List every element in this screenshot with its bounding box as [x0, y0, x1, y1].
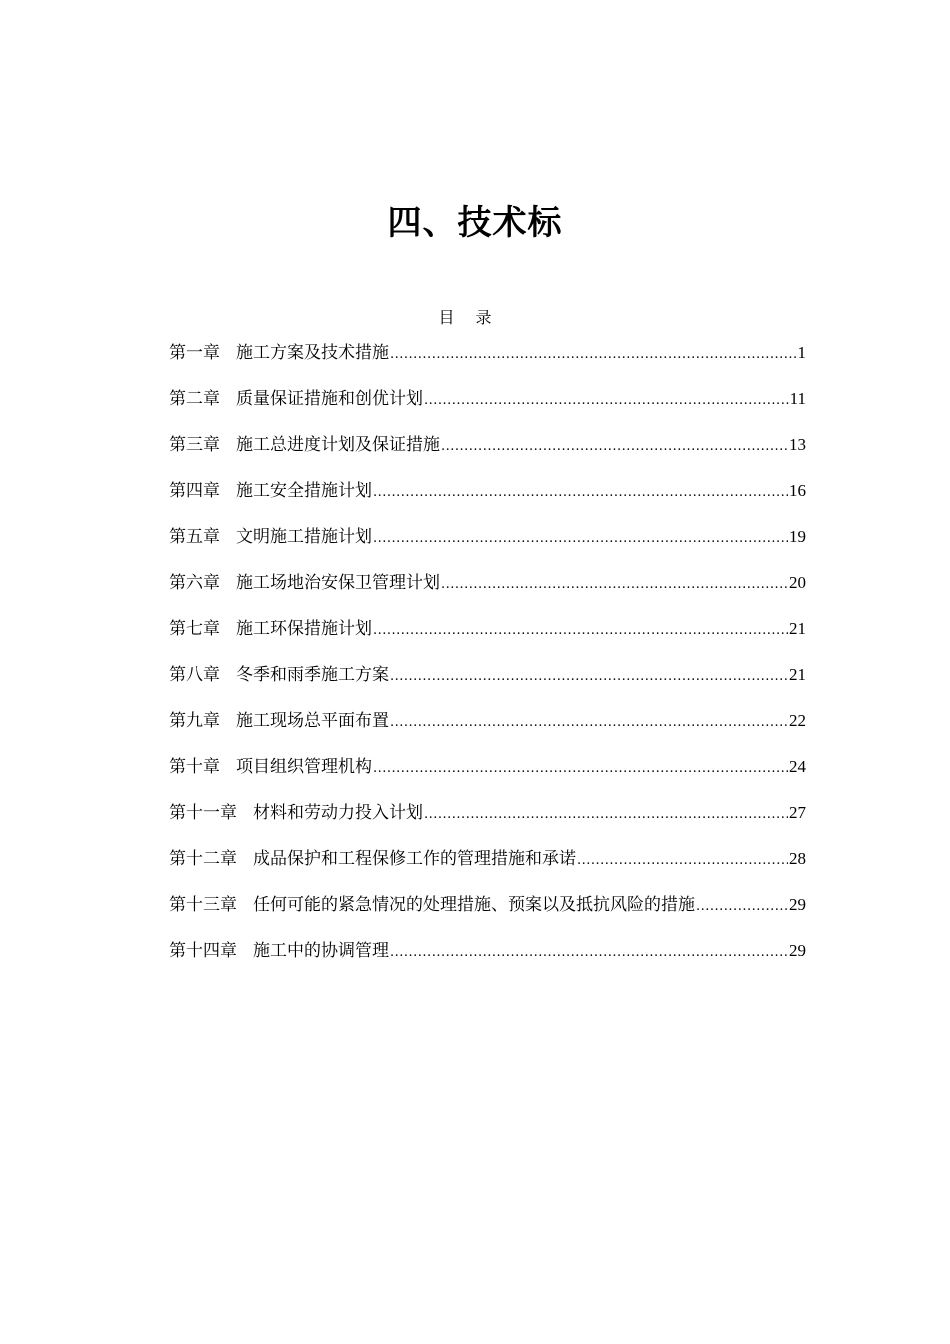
toc-page-number: 29 — [789, 895, 806, 914]
toc-entry[interactable] — [169, 568, 806, 614]
toc-dot-leader — [390, 708, 788, 738]
toc-dot-leader — [390, 662, 788, 692]
toc-chapter-title: 成品保护和工程保修工作的管理措施和承诺 — [253, 849, 576, 869]
toc-page-number: 27 — [789, 803, 806, 822]
toc-dot-leader — [577, 846, 788, 876]
document-title: 四、技术标 — [387, 202, 563, 243]
toc-page-number: 24 — [789, 757, 806, 776]
toc-entry[interactable] — [169, 844, 806, 890]
toc-page-number: 20 — [789, 573, 806, 592]
toc-chapter-title: 施工环保措施计划 — [236, 619, 372, 639]
toc-page-number: 21 — [789, 619, 806, 638]
toc-entry[interactable] — [169, 338, 806, 384]
toc-dot-leader — [696, 892, 788, 922]
toc-entry[interactable] — [169, 522, 806, 568]
toc-chapter-number: 第三章 — [169, 435, 220, 455]
toc-chapter-number: 第九章 — [169, 711, 220, 731]
toc-entry[interactable] — [169, 430, 806, 476]
toc-heading: 目 录 — [438, 308, 500, 327]
toc-chapter-title: 施工场地治安保卫管理计划 — [236, 573, 440, 593]
toc-page-number: 13 — [789, 435, 806, 454]
toc-dot-leader — [390, 938, 788, 968]
toc-entry[interactable] — [169, 660, 806, 706]
toc-entry[interactable] — [169, 614, 806, 660]
toc-entry[interactable] — [169, 752, 806, 798]
toc-entry[interactable] — [169, 706, 806, 752]
toc-chapter-number: 第十三章 — [169, 895, 237, 915]
toc-chapter-title: 施工方案及技术措施 — [236, 343, 389, 363]
toc-page-number: 29 — [789, 941, 806, 960]
toc-page-number: 1 — [797, 343, 806, 362]
toc-dot-leader — [373, 524, 788, 554]
toc-chapter-number: 第二章 — [169, 389, 220, 409]
toc-chapter-title: 项目组织管理机构 — [236, 757, 372, 777]
toc-dot-leader — [390, 340, 797, 370]
toc-chapter-title: 文明施工措施计划 — [236, 527, 372, 547]
toc-chapter-number: 第十二章 — [169, 849, 237, 869]
toc-chapter-number: 第八章 — [169, 665, 220, 685]
toc-dot-leader — [373, 478, 788, 508]
toc-chapter-title: 施工现场总平面布置 — [236, 711, 389, 731]
toc-page-number: 28 — [789, 849, 806, 868]
toc-page-number: 21 — [789, 665, 806, 684]
toc-entry[interactable] — [169, 384, 806, 430]
toc-chapter-title: 质量保证措施和创优计划 — [236, 389, 423, 409]
toc-chapter-title: 施工总进度计划及保证措施 — [236, 435, 440, 455]
toc-dot-leader — [441, 432, 788, 462]
toc-chapter-number: 第四章 — [169, 481, 220, 501]
toc-chapter-number: 第五章 — [169, 527, 220, 547]
toc-chapter-title: 施工安全措施计划 — [236, 481, 372, 501]
toc-page-number: 22 — [789, 711, 806, 730]
toc-entry[interactable] — [169, 798, 806, 844]
toc-chapter-title: 冬季和雨季施工方案 — [236, 665, 389, 685]
toc-dot-leader — [373, 754, 788, 784]
toc-chapter-title: 任何可能的紧急情况的处理措施、预案以及抵抗风险的措施 — [253, 895, 695, 915]
toc-page-number: 11 — [789, 389, 806, 408]
toc-chapter-number: 第一章 — [169, 343, 220, 363]
toc-chapter-number: 第十四章 — [169, 941, 237, 961]
toc-entry[interactable] — [169, 476, 806, 522]
toc-dot-leader — [424, 800, 788, 830]
toc-page-number: 19 — [789, 527, 806, 546]
toc-chapter-number: 第七章 — [169, 619, 220, 639]
toc-chapter-number: 第十一章 — [169, 803, 237, 823]
toc-chapter-title: 施工中的协调管理 — [253, 941, 389, 961]
table-of-contents — [169, 338, 806, 982]
toc-dot-leader — [424, 386, 789, 416]
toc-chapter-number: 第六章 — [169, 573, 220, 593]
toc-chapter-number: 第十章 — [169, 757, 220, 777]
toc-entry[interactable] — [169, 890, 806, 936]
toc-chapter-title: 材料和劳动力投入计划 — [253, 803, 423, 823]
toc-dot-leader — [373, 616, 788, 646]
toc-dot-leader — [441, 570, 788, 600]
toc-entry[interactable] — [169, 936, 806, 982]
toc-page-number: 16 — [789, 481, 806, 500]
